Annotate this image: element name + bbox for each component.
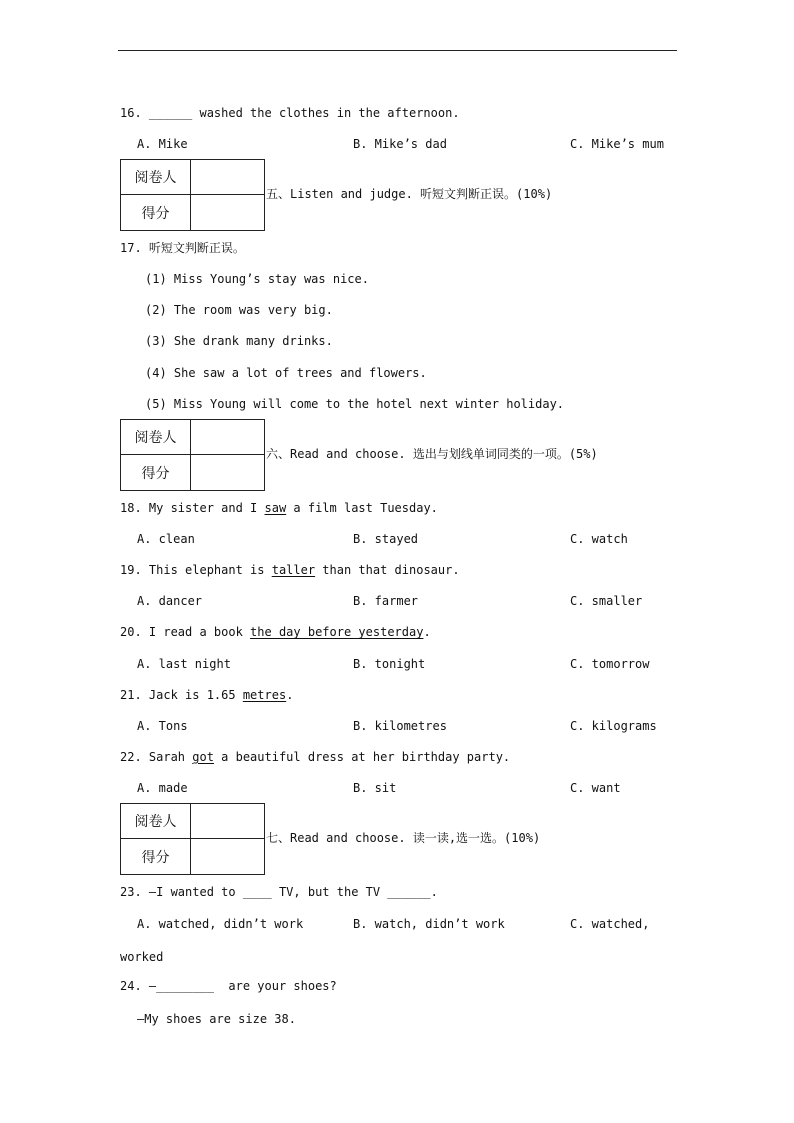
reviewer-cell	[191, 160, 264, 195]
q20-stem-post: .	[423, 625, 431, 639]
q18-underlined-word: saw	[264, 501, 287, 515]
q21-option-c: C. kilograms	[570, 719, 657, 733]
grader-table-7	[120, 803, 265, 875]
q19-option-c: C. smaller	[570, 594, 643, 608]
q17-item-1: (1) Miss Young’s stay was nice.	[145, 272, 369, 286]
q20-underlined-phrase: the day before yesterday	[250, 625, 424, 639]
q21-stem-pre: 21. Jack is 1.65	[120, 688, 243, 702]
header-rule	[118, 50, 677, 51]
q16-option-b: B. Mike’s dad	[353, 137, 447, 151]
q19-stem	[120, 562, 460, 578]
score-label: 得分	[121, 455, 191, 490]
q22-option-b: B. sit	[353, 781, 397, 795]
q21-stem	[120, 687, 293, 703]
q19-stem-post: than that dinosaur.	[315, 563, 460, 577]
reviewer-label: 阅卷人	[121, 160, 191, 195]
q24-stem: 24. —________ are your shoes?	[120, 979, 337, 993]
q21-stem-post: .	[286, 688, 294, 702]
q22-option-a: A. made	[137, 781, 188, 795]
q21-underlined-word: metres	[242, 688, 287, 702]
score-cell	[191, 839, 264, 874]
section-7-title: 七、Read and choose. 读一读,选一选。(10%)	[266, 831, 541, 845]
q16-option-c: C. Mike’s mum	[570, 137, 664, 151]
q20-option-b: B. tonight	[353, 657, 426, 671]
q17-item-5: (5) Miss Young will come to the hotel next winter holiday.	[145, 397, 565, 411]
reviewer-label: 阅卷人	[121, 804, 191, 839]
q18-option-b: B. stayed	[353, 532, 419, 546]
q23-option-c: C. watched,	[570, 917, 650, 931]
q22-underlined-word: got	[192, 750, 214, 764]
q23-option-a: A. watched, didn’t work	[137, 917, 304, 931]
q18-stem-post: a film last Tuesday.	[286, 501, 438, 515]
grader-table-6	[120, 419, 265, 491]
reviewer-cell	[191, 420, 264, 455]
score-cell	[191, 195, 264, 230]
score-label: 得分	[121, 839, 191, 874]
q19-stem-pre: 19. This elephant is	[120, 563, 272, 577]
q23-option-c-continuation: worked	[120, 950, 164, 964]
section-5-title: 五、Listen and judge. 听短文判断正误。(10%)	[266, 187, 553, 201]
grader-table-5	[120, 159, 265, 231]
q19-option-b: B. farmer	[353, 594, 419, 608]
q20-option-c: C. tomorrow	[570, 657, 650, 671]
q24-answer: —My shoes are size 38.	[137, 1012, 296, 1026]
q21-option-b: B. kilometres	[353, 719, 447, 733]
reviewer-cell	[191, 804, 264, 839]
score-cell	[191, 455, 264, 490]
q17-stem: 17. 听短文判断正误。	[120, 241, 245, 255]
q20-stem-pre: 20. I read a book	[120, 625, 251, 639]
q17-item-2: (2) The room was very big.	[145, 303, 333, 317]
q20-option-a: A. last night	[137, 657, 231, 671]
section-6-title: 六、Read and choose. 选出与划线单词同类的一项。(5%)	[266, 447, 598, 461]
q21-option-a: A. Tons	[137, 719, 188, 733]
q17-item-3: (3) She drank many drinks.	[145, 334, 333, 348]
score-label: 得分	[121, 195, 191, 230]
q18-option-a: A. clean	[137, 532, 195, 546]
q22-stem-pre: 22. Sarah	[120, 750, 193, 764]
q16-option-a: A. Mike	[137, 137, 188, 151]
q23-stem: 23. —I wanted to ____ TV, but the TV ______.	[120, 885, 438, 899]
q22-stem	[120, 749, 510, 765]
q20-stem	[120, 624, 431, 640]
q23-option-b: B. watch, didn’t work	[353, 917, 505, 931]
q22-stem-post: a beautiful dress at her birthday party.	[213, 750, 511, 764]
q19-underlined-word: taller	[271, 563, 316, 577]
q18-stem-pre: 18. My sister and I	[120, 501, 265, 515]
q16-stem: 16. ______ washed the clothes in the afternoon.	[120, 106, 460, 120]
q18-stem	[120, 500, 438, 516]
q18-option-c: C. watch	[570, 532, 628, 546]
q22-option-c: C. want	[570, 781, 621, 795]
q17-item-4: (4) She saw a lot of trees and flowers.	[145, 366, 427, 380]
reviewer-label: 阅卷人	[121, 420, 191, 455]
q19-option-a: A. dancer	[137, 594, 203, 608]
